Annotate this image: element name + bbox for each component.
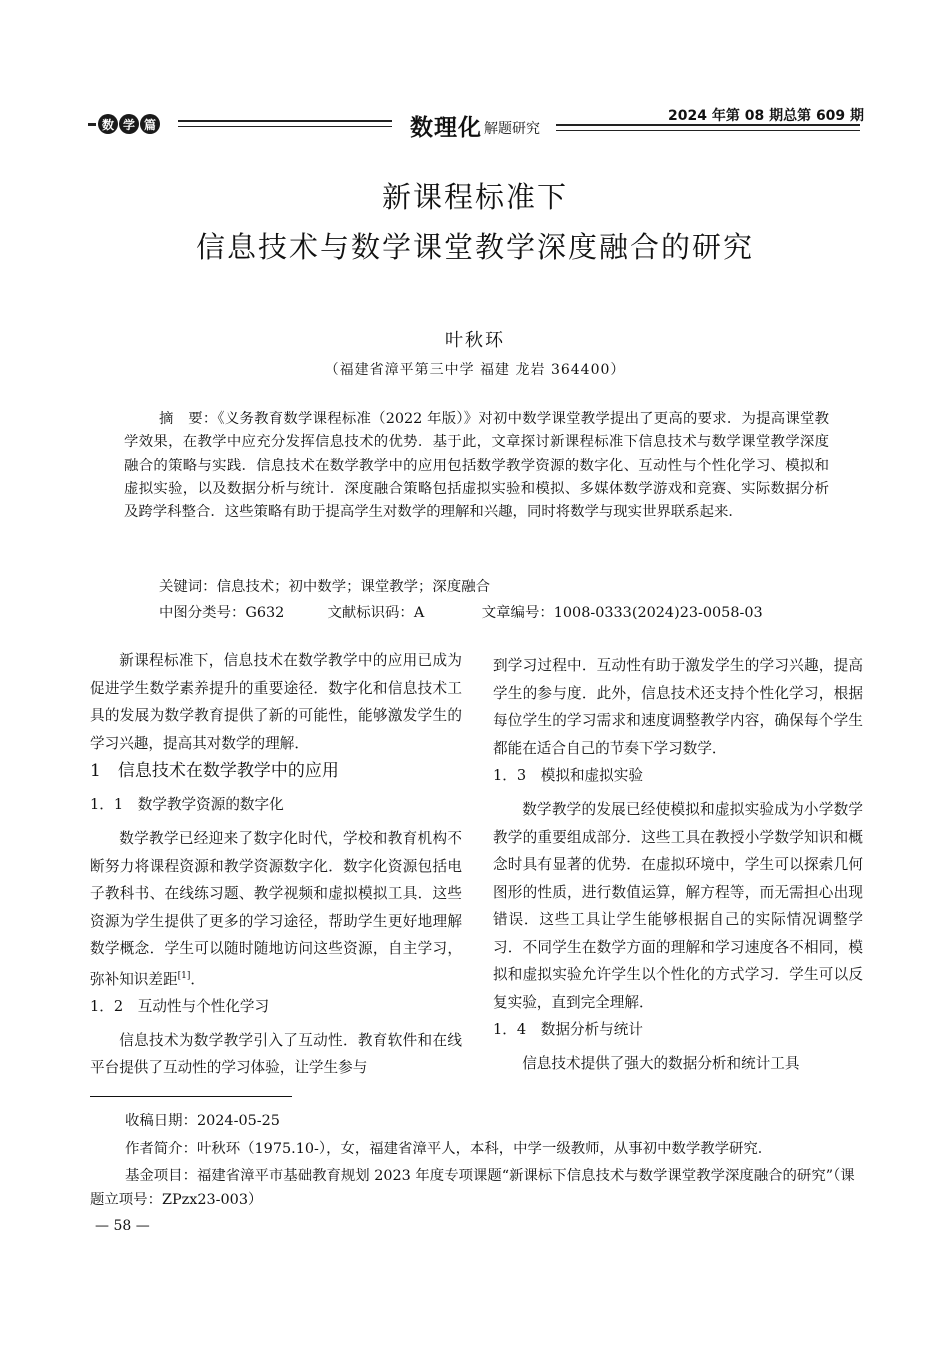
subsection-heading-1-4: 1．4 数据分析与统计 [493,1021,643,1038]
badge-char-2: 学 [119,114,139,134]
page-number: — 58 — [95,1218,150,1234]
citation-ref: [1] [177,970,191,981]
article-title-line1: 新课程标准下 [381,180,568,214]
paragraph-1-1 [90,825,462,993]
footnote-fund: 基金项目：福建省漳平市基础教育规划 2023 年度专项课题“新课标下信息技术与数学课堂教学深度融合的研究”（课题立项号：ZPzx23-003） [90,1168,855,1208]
abstract [124,408,829,524]
header-rule-left-bottom [178,126,392,127]
paragraph-1-2: 信息技术为数学教学引入了互动性．教育软件和在线平台提供了互动性的学习体验，让学生参与 [90,1031,462,1077]
footnote-rule [90,1096,292,1097]
footnote-received: 收稿日期：2024-05-25 [125,1113,280,1129]
header-rule-left-top [178,120,392,122]
section-badge [88,114,386,134]
journal-brand-sub: 解题研究 [484,121,540,137]
issue-info: 2024 年第 08 期总第 609 期 [668,108,865,124]
paragraph-1-1-end: ． [190,970,205,988]
paragraph-1-4: 信息技术提供了强大的数据分析和统计工具 [522,1055,800,1072]
article-title-line2: 信息技术与数学课堂教学深度融合的研究 [195,230,754,264]
journal-brand: 数理化 [410,115,482,141]
paragraph-1-2-continued: 到学习过程中．互动性有助于激发学生的学习兴趣，提高学生的参与度．此外，信息技术还支持个性化学习，根据每位学生的学习需求和速度调整教学内容，确保每个学生都能在适合自己的节奏下学习数学． [493,657,863,757]
intro-paragraph: 新课程标准下，信息技术在数学教学中的应用已成为促进学生数学素养提升的重要途径．数字化和信息技术工具的发展为数学教育提供了新的可能性，能够激发学生的学习兴趣，提高其对数学的理解． [90,652,462,752]
paragraph-1-3: 数学教学的发展已经使模拟和虚拟实验成为小学数学教学的重要组成部分．这些工具在教授小学数学知识和概念时具有显著的优势．在虚拟环境中，学生可以探索几何图形的性质，进行数值运算，解方程等，而无需担心出现错误．这些工具让学生能够根据自己的实际情况调整学习．不同学生在数学方面的理解和学习速度各不相同，模拟和虚拟实验允许学生以个性化的方式学习．学生可以反复实验，直到完全理解． [493,801,863,1011]
body-left-column [90,647,462,1082]
body-right-column [493,652,863,1078]
badge-char-1: 数 [98,114,118,134]
author-affiliation: （福建省漳平第三中学 福建 龙岩 364400） [324,362,626,378]
abstract-text: 《义务教育数学课程标准（2022 年版）》对初中数学课堂教学提出了更高的要求．为提高课堂教学效果，在教学中应充分发挥信息技术的优势．基于此，文章探讨新课程标准下信息技术与数学课堂教学深度融合的策略与实践．信息技术在数学教学中的应用包括数学教学资源的数字化、互动性与个性化学习、模拟和虚拟实验，以及数据分析与统计．深度融合策略包括虚拟实验和模拟、多媒体数学游戏和竞赛、实际数据分析及跨学科整合．这些策略有助于提高学生对数学的理解和兴趣，同时将数学与现实世界联系起来． [124,411,829,521]
paragraph-1-1-text: 数学教学已经迎来了数字化时代，学校和教育机构不断努力将课程资源和教学资源数字化．数字化资源包括电子教科书、在线练习题、教学视频和虚拟模拟工具．这些资源为学生提供了更多的学习途径，帮助学生更好地理解数学概念．学生可以随时随地访问这些资源，自主学习，弥补知识差距 [90,830,462,988]
footnote-author-bio: 作者简介：叶秋环（1975.10-），女，福建省漳平人，本科，中学一级教师，从事初中数学教学研究． [125,1141,773,1157]
subsection-heading-1-3: 1．3 模拟和虚拟实验 [493,767,643,784]
badge-char-3: 篇 [140,114,160,134]
abstract-label: 摘 要： [159,411,218,427]
keywords: 关键词：信息技术；初中数学；课堂教学；深度融合 [159,579,490,595]
section-heading-1: 1 信息技术在数学教学中的应用 [90,761,339,781]
badge-dash-decoration [88,123,96,126]
classification-info: 中图分类号：G632 文献标识码：A 文章编号：1008-0333(2024)23-0058-03 [159,605,763,621]
author-name: 叶秋环 [445,330,505,351]
subsection-heading-1-2: 1．2 互动性与个性化学习 [90,997,270,1015]
subsection-heading-1-1: 1．1 数学教学资源的数字化 [90,796,284,813]
header-rule-right-bottom [556,130,860,131]
